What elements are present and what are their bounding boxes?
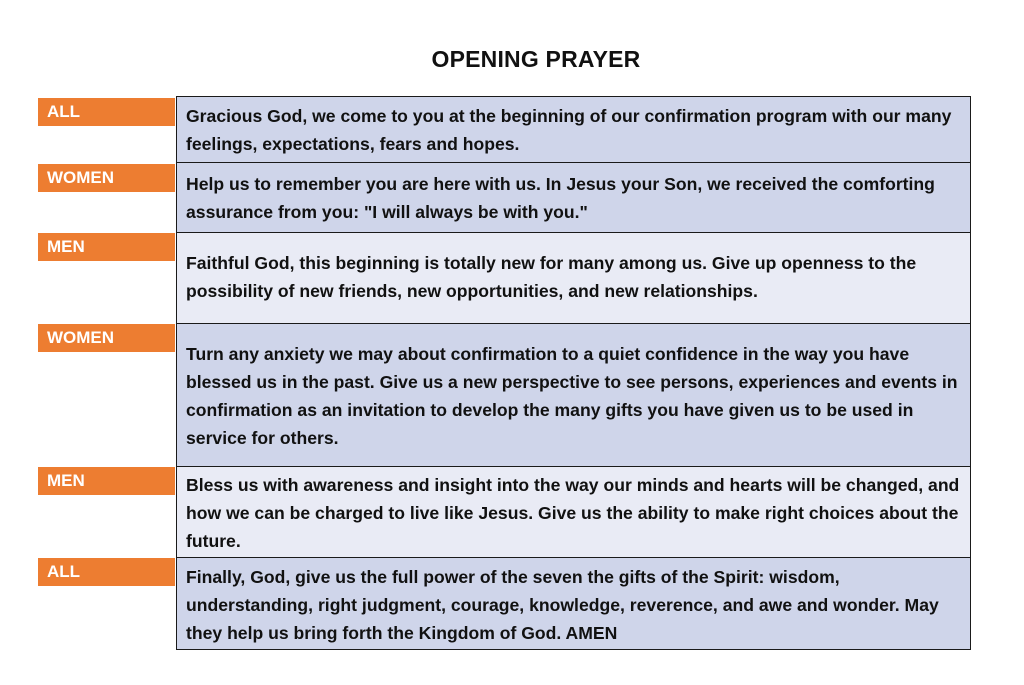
prayer-text: Faithful God, this beginning is totally new for many among us. Give up openness to the possibility of new friends, new opportunities, and new relationships. (186, 253, 917, 301)
prayer-text: Finally, God, give us the full power of the seven the gifts of the Spirit: wisdom, understanding, right judgment, courage, knowledge, reverence, and awe and wonder. May they help us bring forth the Kingdom of God. AMEN (186, 567, 939, 643)
prayer-table (176, 96, 971, 649)
prayer-text: Turn any anxiety we may about confirmation to a quiet confidence in the way you have blessed us in the past. Give us a new perspective to see persons, experiences and events in confirmation as an invitation to develop the many gifts you have given us to be used in service for others. (186, 344, 958, 448)
prayer-row (176, 323, 971, 467)
speaker-label: MEN (38, 233, 175, 261)
page-title: OPENING PRAYER (431, 46, 641, 72)
prayer-text: Bless us with awareness and insight into the way our minds and hearts will be changed, and how we can be charged to live like Jesus. Give us the ability to make right choices about the future. (186, 475, 960, 551)
prayer-row (176, 557, 971, 650)
prayer-row (176, 466, 971, 558)
prayer-row (176, 162, 971, 233)
prayer-text: Gracious God, we come to you at the beginning of our confirmation program with our many feelings, expectations, fears and hopes. (186, 106, 952, 154)
prayer-row (176, 232, 971, 324)
speaker-label: ALL (38, 98, 175, 126)
speaker-label: WOMEN (38, 324, 175, 352)
speaker-label: MEN (38, 467, 175, 495)
speaker-label: WOMEN (38, 164, 175, 192)
speaker-label: ALL (38, 558, 175, 586)
prayer-row (176, 96, 971, 163)
prayer-text: Help us to remember you are here with us. In Jesus your Son, we received the comforting assurance from you: "I will always be with you." (186, 174, 935, 222)
